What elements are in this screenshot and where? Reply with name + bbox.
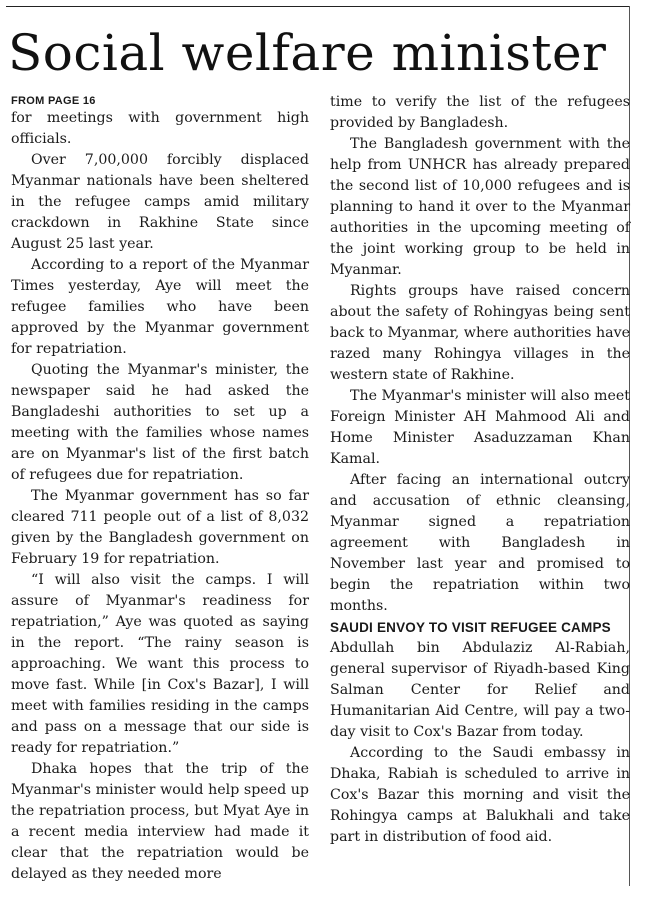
paragraph: After facing an international outcry and accusation of ethnic cleansing, Myanmar signed a repatriation agreement with Bangladesh in November last year and promised to begin the repatriation within two months. <box>330 472 630 614</box>
paragraph: According to a report of the Myanmar Times yesterday, Aye will meet the refugee families who have been approved by the Myanmar government for repatriation. <box>11 257 309 357</box>
paragraph: Over 7,00,000 forcibly displaced Myanmar nationals have been sheltered in the refugee camps amid military crackdown in Rakhine State since August 25 last year. <box>11 152 309 252</box>
paragraph: The Bangladesh government with the help from UNHCR has already prepared the second list of 10,000 refugees and is planning to hand it over to the Myanmar authorities in the upcoming meeting of the joint working group to be held in Myanmar. <box>330 136 630 278</box>
paragraph: Dhaka hopes that the trip of the Myanmar's minister would help speed up the repatriation process, but Myat Aye in a recent media interview had made it clear that the repatriation would be delayed as they needed more <box>11 761 309 882</box>
jump-line: FROM PAGE 16 <box>11 95 96 107</box>
headline: Social welfare minister <box>8 24 607 82</box>
paragraph: Abdullah bin Abdulaziz Al-Rabiah, general supervisor of Riyadh-based King Salman Center for Relief and Humanitarian Aid Centre, will pay a two-day visit to Cox's Bazar from today. <box>330 640 630 740</box>
top-rule <box>6 6 630 7</box>
subhead: SAUDI ENVOY TO VISIT REFUGEE CAMPS <box>330 620 611 635</box>
paragraph: time to verify the list of the refugees provided by Bangladesh. <box>330 94 630 131</box>
paragraph: The Myanmar's minister will also meet Foreign Minister AH Mahmood Ali and Home Minister Asaduzzaman Khan Kamal. <box>330 388 630 467</box>
right-column <box>330 92 630 848</box>
left-column <box>11 92 309 885</box>
paragraph: According to the Saudi embassy in Dhaka, Rabiah is scheduled to arrive in Cox's Bazar this morning and visit the Rohingya camps at Balukhali and take part in distribution of food aid. <box>330 745 630 845</box>
paragraph: “I will also visit the camps. I will assure of Myanmar's readiness for repatriation,” Aye was quoted as saying in the report. “The rainy season is approaching. We want this process to move fast. While [in Cox's Bazar], I will meet with families residing in the camps and pass on a message that our side is ready for repatriation.” <box>11 572 309 756</box>
paragraph: for meetings with government high officials. <box>11 110 309 147</box>
paragraph: The Myanmar government has so far cleared 711 people out of a list of 8,032 given by the Bangladesh government on February 19 for repatriation. <box>11 488 309 567</box>
paragraph: Rights groups have raised concern about the safety of Rohingyas being sent back to Myanmar, where authorities have razed many Rohingya villages in the western state of Rakhine. <box>330 283 630 383</box>
paragraph: Quoting the Myanmar's minister, the newspaper said he had asked the Bangladeshi authorities to set up a meeting with the families whose names are on Myanmar's list of the first batch of refugees due for repatriation. <box>11 362 309 483</box>
